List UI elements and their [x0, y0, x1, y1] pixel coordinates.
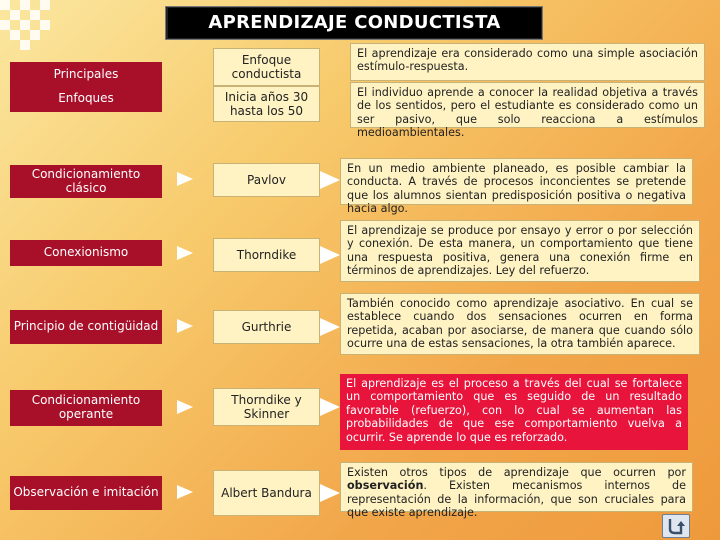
approach-condicionamiento-clasico: Condicionamiento clásico	[10, 165, 162, 198]
arrow-right-icon	[320, 246, 340, 264]
desc-condicionamiento-operante: El aprendizaje es el proceso a través del cual se fortalece un comportamiento que es seguido de un resultado favorable (refuerzo), con lo cual se aumentan las probabilidades de que ese comportamiento vuelva a ocurrir. Se aprende lo que es reforzado.	[340, 374, 688, 450]
arrow-right-icon	[177, 172, 193, 186]
arrow-right-icon	[177, 400, 193, 414]
desc-observacion-bold: observación	[347, 479, 424, 493]
approach-conexionismo: Conexionismo	[10, 240, 162, 266]
desc-observacion-post: . Existen mecanismos internos de representación de la información, que son cruciales para que existe aprendizaje.	[347, 479, 686, 520]
author-pavlov: Pavlov	[213, 163, 320, 197]
arrow-right-icon	[320, 171, 340, 189]
author-thorndike-skinner: Thorndike y Skinner	[213, 388, 320, 426]
approach-contiguidad: Principio de contigüidad	[10, 310, 162, 344]
box-enfoque-conductista: Enfoque conductista	[213, 48, 320, 86]
arrow-right-icon	[177, 319, 193, 333]
approach-condicionamiento-operante: Condicionamiento operante	[10, 390, 162, 426]
arrow-right-icon	[320, 398, 340, 416]
arrow-right-icon	[177, 485, 193, 499]
arrow-right-icon	[320, 318, 340, 336]
desc-conexionismo: El aprendizaje se produce por ensayo y error o por selección y conexión. De esta manera, un comportamiento que tiene una respuesta positiva, genera una conexión firme en términos de aprendizajes. Ley del refuerzo.	[340, 220, 700, 282]
label-principales: Principales	[10, 62, 162, 88]
desc-contiguidad: También conocido como aprendizaje asociativo. En cual se establece cuando dos sensaciones ocurren en forma repetida, acaban por asociarse, de manera que cuando sólo ocurre una de estas sensaciones, la otra también aparece.	[340, 293, 700, 355]
desc-observacion	[340, 462, 693, 520]
desc-condicionamiento-clasico: En un medio ambiente planeado, es posible cambiar la conducta. A través de procesos inconcientes se pretende que los alumnos sientan predisposición positiva o negativa hacia algo.	[340, 158, 693, 205]
author-bandura: Albert Bandura	[213, 470, 320, 516]
desc-individuo: El individuo aprende a conocer la realidad objetiva a través de los sentidos, pero el estudiante es considerado como un ser pasivo, que solo reacciona a estímulos medioambientales.	[350, 82, 705, 128]
author-thorndike: Thorndike	[213, 238, 320, 272]
desc-observacion-pre: Existen otros tipos de aprendizaje que ocurren por	[347, 466, 686, 479]
desc-asociacion: El aprendizaje era considerado como una simple asociación estímulo-respuesta.	[350, 43, 705, 81]
arrow-right-icon	[177, 246, 193, 260]
approach-observacion-imitacion: Observación e imitación	[10, 476, 162, 510]
box-inicia: Inicia años 30 hasta los 50	[213, 86, 320, 122]
label-enfoques: Enfoques	[10, 86, 162, 112]
author-gurthrie: Gurthrie	[213, 310, 320, 344]
return-arrow-icon	[666, 517, 686, 535]
page-title: APRENDIZAJE CONDUCTISTA	[168, 8, 541, 38]
corner-checker-pattern	[0, 0, 60, 50]
arrow-right-icon	[320, 484, 340, 502]
return-button[interactable]	[662, 514, 690, 538]
